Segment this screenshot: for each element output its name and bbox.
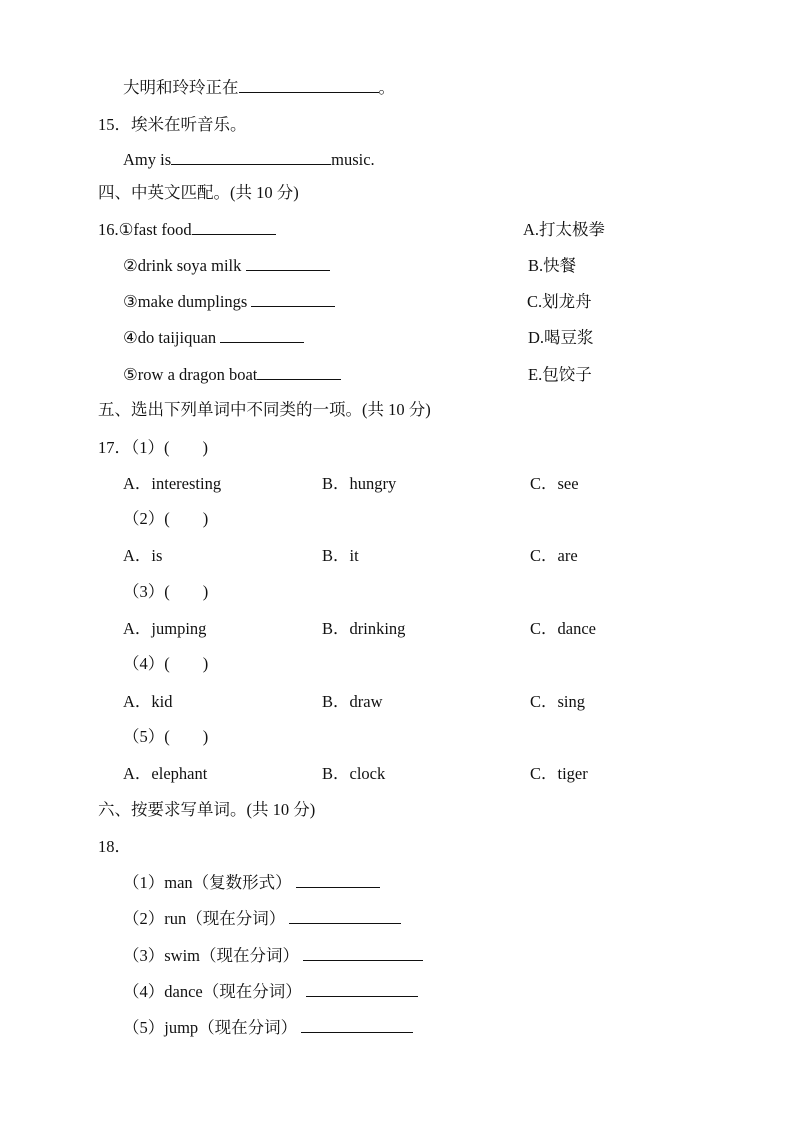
q18-row-5 — [123, 1018, 413, 1038]
q18-item: （3）swim（现在分词） — [123, 946, 300, 965]
q14-blank[interactable] — [239, 78, 379, 93]
q16-number: 16. — [98, 220, 119, 239]
q17-number: 17． — [98, 438, 131, 457]
q17-item-4-option-b: B．draw — [322, 692, 383, 711]
q18-item: （2）run（现在分词） — [123, 909, 286, 928]
q17-item-1-label — [98, 438, 208, 458]
q16-left-item: ⑤row a dragon boat — [123, 365, 258, 384]
q17-item-3-option-c: C．dance — [530, 619, 596, 638]
q18-blank[interactable] — [306, 982, 418, 997]
q18-row-1 — [123, 873, 380, 893]
q16-left-item: ③make dumplings — [123, 292, 248, 311]
q16-left-item: ①fast food — [118, 220, 192, 239]
q15-prefix: Amy is — [123, 150, 172, 169]
q16-option-c: C.划龙舟 — [527, 292, 592, 311]
q17-item-4-option-a: A．kid — [123, 692, 173, 711]
q17-item-2-option-c: C．are — [530, 546, 578, 565]
q18-item: （4）dance（现在分词） — [123, 982, 302, 1001]
q17-item-2-label: （2）( ) — [123, 509, 209, 528]
q16-row-4 — [123, 328, 304, 348]
q18-row-3 — [123, 946, 423, 966]
q16-row-5 — [123, 365, 341, 385]
q18-blank[interactable] — [301, 1018, 413, 1033]
q16-left-item: ④do taijiquan — [123, 328, 217, 347]
q17-item-2-option-a: A．is — [123, 546, 163, 565]
q17-item-label: （1）( ) — [131, 438, 208, 457]
q18-row-4 — [123, 982, 418, 1002]
q17-item-1-option-b: B．hungry — [322, 474, 397, 493]
q15-suffix: music. — [331, 150, 375, 169]
q18-blank[interactable] — [289, 909, 401, 924]
q15-answer-line — [123, 150, 375, 170]
q16-row-1 — [98, 220, 276, 240]
q16-option-e: E.包饺子 — [528, 365, 592, 384]
section4-title: 四、中英文匹配。(共 10 分) — [98, 183, 299, 202]
q16-row-2 — [123, 256, 330, 276]
q16-blank[interactable] — [246, 256, 330, 271]
q16-blank[interactable] — [220, 328, 304, 343]
q15-number: 15． — [98, 115, 131, 134]
q14-answer-line — [123, 78, 395, 98]
q17-item-3-option-a: A．jumping — [123, 619, 207, 638]
q18-item: （1）man（复数形式） — [123, 873, 292, 892]
q17-item-5-option-a: A．elephant — [123, 764, 208, 783]
q17-item-4-option-c: C．sing — [530, 692, 586, 711]
q16-blank[interactable] — [192, 220, 276, 235]
q18-blank[interactable] — [303, 946, 423, 961]
q17-item-5-option-b: B．clock — [322, 764, 386, 783]
q16-blank[interactable] — [251, 292, 335, 307]
q15-question — [98, 115, 247, 135]
q16-option-b: B.快餐 — [528, 256, 577, 275]
section5-title: 五、选出下列单词中不同类的一项。(共 10 分) — [98, 400, 431, 419]
q18-number: 18． — [98, 837, 131, 856]
q17-item-3-label: （3）( ) — [123, 582, 209, 601]
q15-blank[interactable] — [171, 150, 331, 165]
section6-title: 六、按要求写单词。(共 10 分) — [98, 800, 316, 819]
q17-item-2-option-b: B．it — [322, 546, 359, 565]
q17-item-5-option-c: C．tiger — [530, 764, 588, 783]
q14-prefix: 大明和玲玲正在 — [123, 78, 239, 97]
q17-item-1-option-c: C．see — [530, 474, 579, 493]
q16-row-3 — [123, 292, 335, 312]
q18-blank[interactable] — [296, 873, 380, 888]
q16-blank[interactable] — [257, 365, 341, 380]
q18-row-2 — [123, 909, 401, 929]
q17-item-3-option-b: B．drinking — [322, 619, 406, 638]
q15-chinese: 埃米在听音乐。 — [131, 115, 247, 134]
q16-option-d: D.喝豆浆 — [528, 328, 594, 347]
q17-item-1-option-a: A．interesting — [123, 474, 222, 493]
q17-item-5-label: （5）( ) — [123, 727, 209, 746]
q16-option-a: A.打太极拳 — [523, 220, 606, 239]
q14-suffix: 。 — [378, 78, 395, 97]
q17-item-4-label: （4）( ) — [123, 654, 209, 673]
q18-item: （5）jump（现在分词） — [123, 1018, 298, 1037]
q16-left-item: ②drink soya milk — [123, 256, 242, 275]
